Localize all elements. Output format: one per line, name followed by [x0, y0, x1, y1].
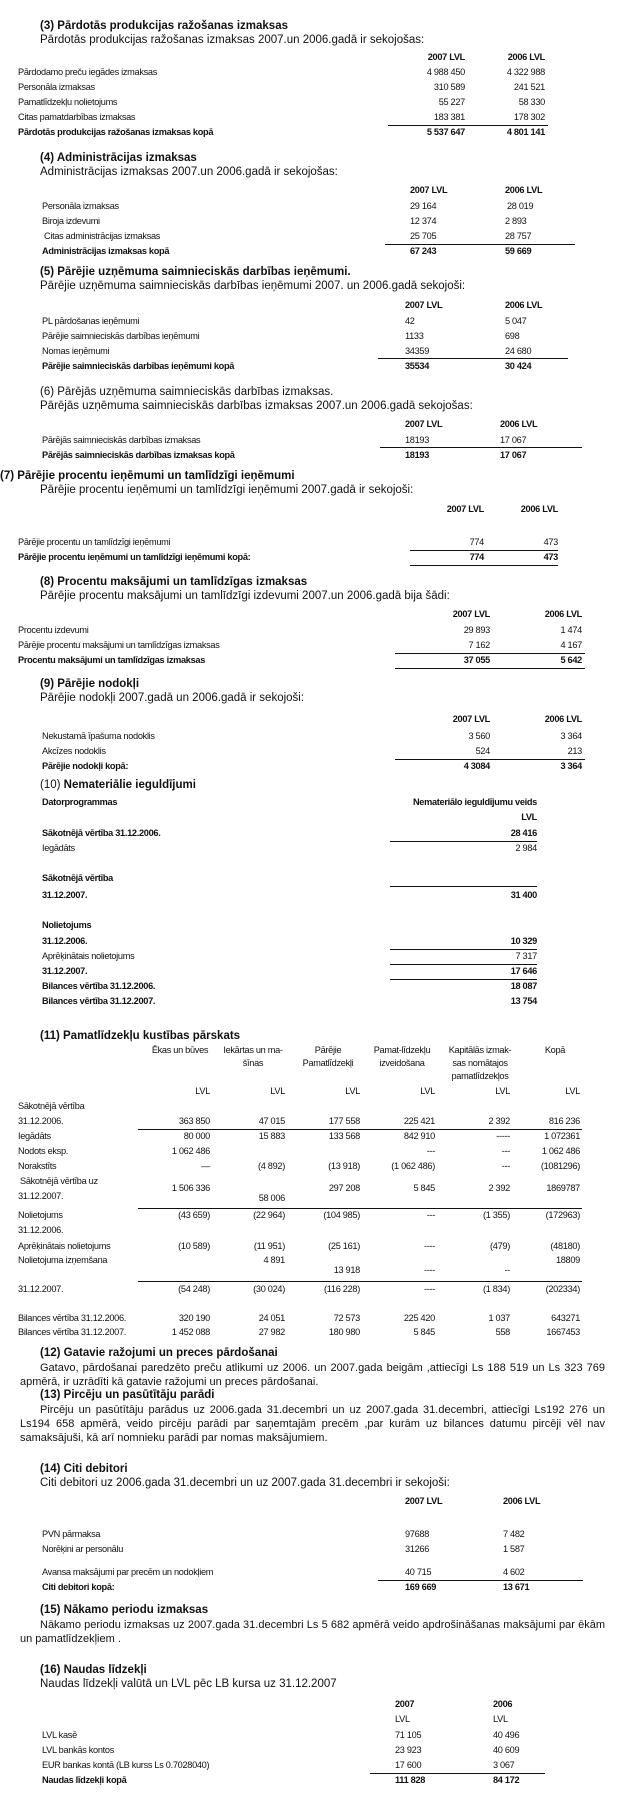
rule: [138, 1129, 582, 1130]
section-title: (13) Pircēju un pasūtītāju parādi: [40, 1389, 215, 1401]
section-intro: Pārējās uzņēmuma saimnieciskās darbības izmaksas 2007.un 2006.gadā sekojošas:: [40, 400, 473, 412]
column-header: Ēkas un būves: [151, 1045, 209, 1055]
total-rule: [395, 653, 585, 654]
section-title: (5) Pārējie uzņēmuma saimnieciskās darbības ieņēmumi.: [40, 266, 351, 278]
section-title: (16) Naudas līdzekļi: [40, 1664, 147, 1676]
rule: [390, 886, 537, 887]
total-rule: [395, 759, 585, 760]
column-header: Pamat-līdzekļu izveidošana: [373, 1045, 431, 1068]
section-title: (15) Nākamo periodu izmaksas: [40, 1604, 209, 1616]
section-paragraph: Pircēju un pasūtītāju parādus uz 2006.gada 31.decembri un uz 2007.gada 31.decembri, attiecīgi Ls192 276 un Ls194 658 apmērā, veido pircēju parādi par saņemtajām precēm ,par kurām uz bilances datumu pircēji vēl nav samaksājuši, kā arī nomnieku parādi par nomas maksājumiem.: [20, 1404, 605, 1444]
rule: [390, 841, 537, 842]
section-intro: Administrācijas izmaksas 2007.un 2006.gadā ir sekojošas:: [40, 166, 338, 178]
section-intro: Pārējie procentu ieņēmumi un tamlīdzīgi ieņēmumi 2007.gadā ir sekojoši:: [40, 484, 414, 496]
total-rule: [410, 550, 558, 551]
section-title: (4) Administrācijas izmaksas: [40, 152, 197, 164]
section-intro: Pārējie procentu maksājumi un tamlīdzīgi izdevumi 2007.un 2006.gadā bija šādi:: [40, 590, 450, 602]
column-header: Kapitālās izmak- sas nomātajos pamatlīdzekļos: [448, 1045, 512, 1081]
rule: [390, 949, 537, 950]
total-rule: [378, 1580, 583, 1581]
section-title: (12) Gatavie ražojumi un preces pārdošanai: [40, 1347, 278, 1359]
section-intro: Citi debitori uz 2006.gada 31.decembri un uz 2007.gada 31.decembri ir sekojoši:: [40, 1477, 450, 1489]
rule: [390, 964, 537, 965]
total-rule: [370, 1773, 545, 1774]
section-title: (11) Pamatlīdzekļu kustības pārskats: [40, 1030, 241, 1042]
rule: [138, 1281, 582, 1282]
total-rule: [388, 125, 548, 126]
rule: [390, 979, 537, 980]
section-paragraph: Nākamo periodu izmaksas uz 2007.gada 31.decembri Ls 5 682 apmērā veido apdrošināšanas maksājumi par ēkām un pamatlīdzekļiem .: [20, 1619, 605, 1645]
total-rule: [385, 244, 575, 245]
section-title: (3) Pārdotās produkcijas ražošanas izmaksas: [40, 20, 288, 32]
section-paragraph: Gatavo, pārdošanai paredzēto preču atlikumi uz 2006. un 2007.gada beigām ,attiecīgi Ls 188 519 un Ls 323 769 apmērā, ir uzrādīti kā gatavie ražojumi un preces pārdošanai.: [20, 1362, 605, 1388]
section-title: (8) Procentu maksājumi un tamlīdzīgas izmaksas: [40, 576, 308, 588]
column-header: Iekārtas un ma- šīnas: [223, 1045, 283, 1068]
section-intro: Pārdotās produkcijas ražošanas izmaksas 2007.un 2006.gadā ir sekojošas:: [40, 34, 425, 46]
section-title: (6) Pārējās uzņēmuma saimnieciskās darbības izmaksas.: [40, 386, 334, 398]
section-title: (7) Pārējie procentu ieņēmumi un tamlīdzīgi ieņēmumi: [0, 470, 295, 482]
section-title: (10) Nemateriālie ieguldījumi: [40, 779, 196, 791]
column-header: Pārējie Pamatlīdzekļi: [302, 1045, 354, 1068]
column-header: Kopā: [544, 1045, 566, 1055]
double-rule: [410, 565, 558, 566]
total-rule: [380, 447, 582, 448]
section-intro: Pārējie nodokļi 2007.gadā un 2006.gadā ir sekojoši:: [40, 692, 305, 704]
total-rule: [378, 358, 568, 359]
section-title: (14) Citi debitori: [40, 1463, 128, 1475]
section-intro: Pārējie uzņēmuma saimnieciskās darbības ieņēmumi 2007. un 2006.gadā sekojoši:: [40, 280, 466, 292]
section-intro: Naudas līdzekļi valūtā un LVL pēc LB kursa uz 31.12.2007: [40, 1678, 337, 1690]
double-rule: [395, 668, 585, 669]
section-title: (9) Pārējie nodokļi: [40, 678, 140, 690]
rule: [138, 1208, 582, 1209]
